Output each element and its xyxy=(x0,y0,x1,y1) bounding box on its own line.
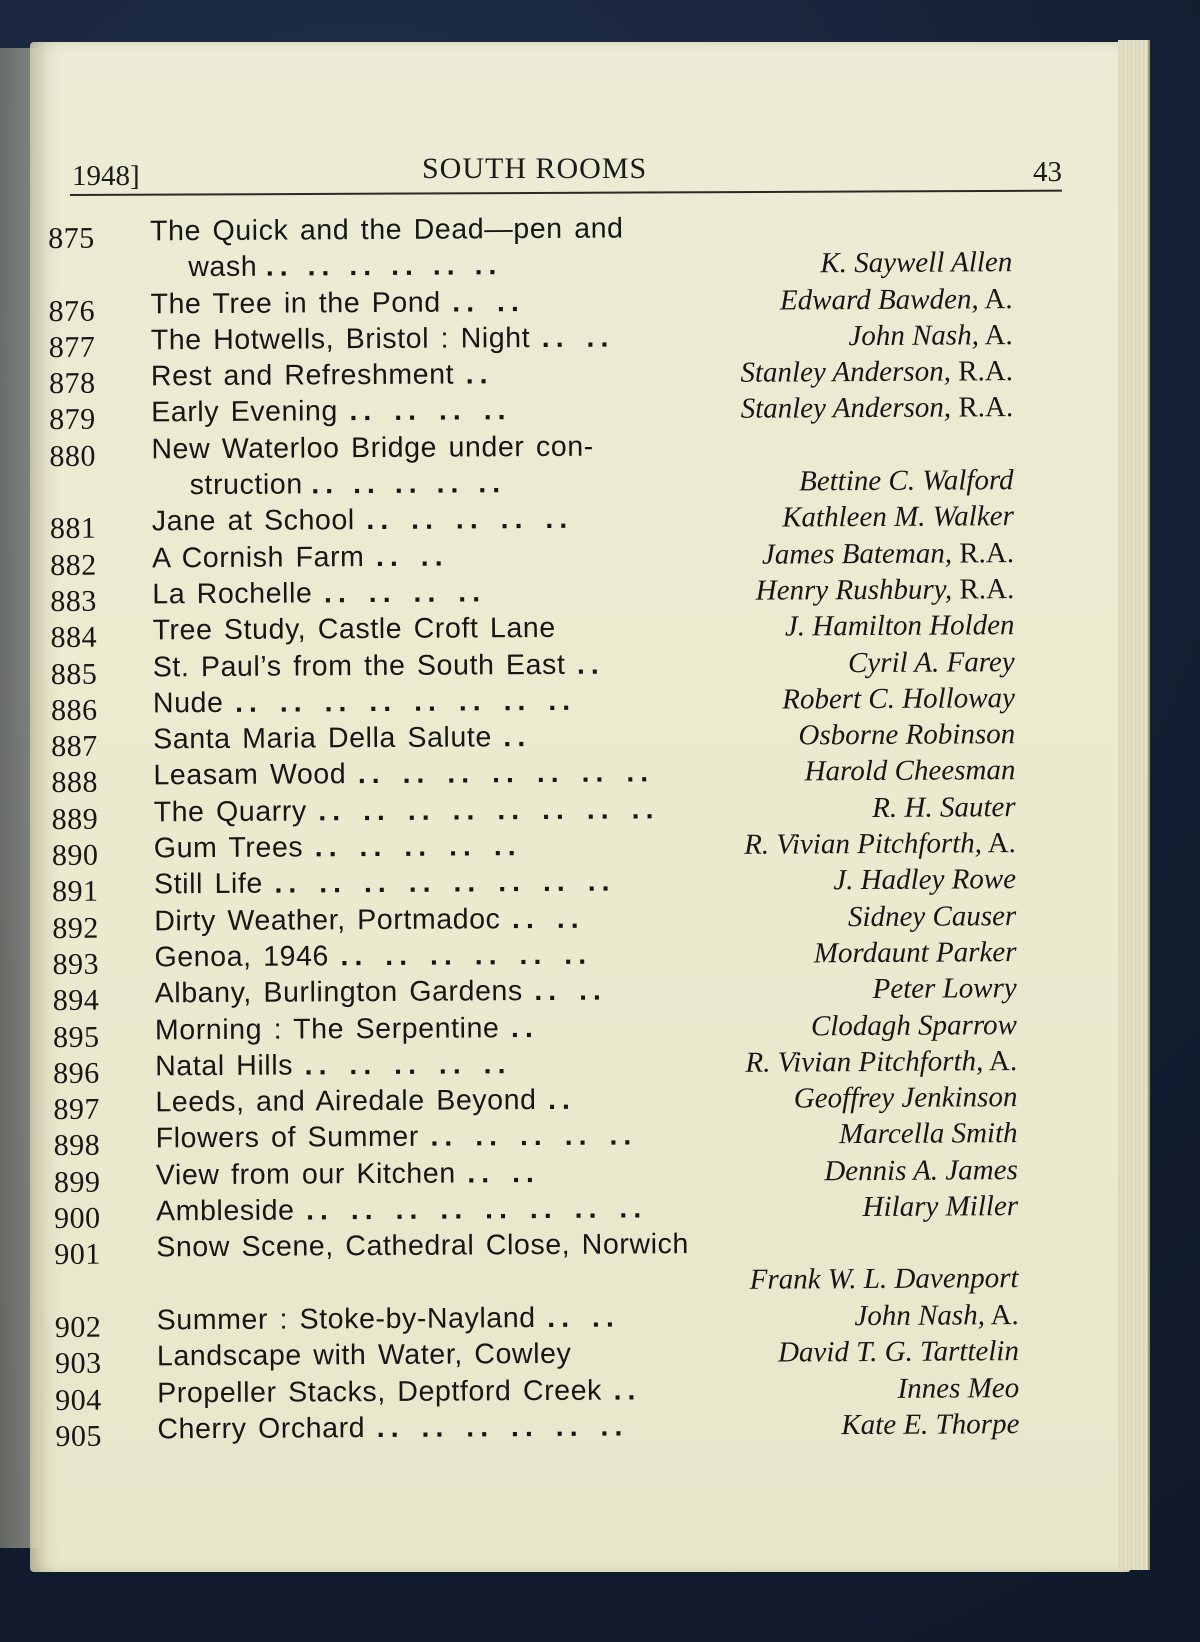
catalogue-entry xyxy=(52,899,1072,945)
entry-number: 891 xyxy=(52,875,99,909)
dot-leader: .. .. xyxy=(511,902,585,935)
entry-title: Propeller Stacks, Deptford Creek .. xyxy=(157,1373,642,1409)
entry-title: A Cornish Farm .. .. xyxy=(151,540,449,575)
dot-leader: .. .. .. .. .. xyxy=(304,1048,512,1082)
entry-artist: J. Hamilton Holden xyxy=(784,609,1015,643)
entry-title: Dirty Weather, Portmadoc .. .. xyxy=(154,902,585,938)
entry-number: 876 xyxy=(48,294,96,328)
entry-title: Albany, Burlington Gardens .. .. xyxy=(154,974,607,1010)
page-number: 43 xyxy=(1033,156,1062,188)
catalogue-entry xyxy=(48,210,1068,289)
entry-number: 894 xyxy=(52,983,100,1018)
entry-title: Summer : Stoke-by-Nayland .. .. xyxy=(156,1301,620,1337)
entry-artist: John Nash, A. xyxy=(848,318,1013,353)
entry-title: The Hotwells, Bristol : Night .. .. xyxy=(150,321,615,357)
dot-leader: .. .. .. .. .. .. xyxy=(376,1410,629,1444)
catalogue-entries xyxy=(48,210,1076,1453)
entry-number: 882 xyxy=(50,548,97,582)
entry-artist: Cyril A. Farey xyxy=(847,645,1015,679)
entry-title: Early Evening .. .. .. .. xyxy=(151,394,512,429)
catalogue-entry xyxy=(53,1081,1073,1127)
dot-leader: .. .. .. .. .. .. .. .. xyxy=(318,793,660,828)
entry-title: St. Paul’s from the South East .. xyxy=(152,648,605,683)
entry-artist: Geoffrey Jenkinson xyxy=(793,1081,1018,1115)
entry-artist: Stanley Anderson, R.A. xyxy=(740,355,1014,389)
entry-artist: Stanley Anderson, R.A. xyxy=(740,391,1014,426)
catalogue-entry xyxy=(51,827,1072,873)
dot-leader: .. .. xyxy=(375,540,449,573)
dot-leader: .. .. .. .. .. .. .. .. xyxy=(274,865,616,900)
artist-honour: R.A. xyxy=(951,391,1014,424)
entry-title: Ambleside .. .. .. .. .. .. .. .. xyxy=(155,1192,648,1228)
entry-number: 898 xyxy=(53,1129,101,1163)
dot-leader: .. .. .. .. xyxy=(323,576,487,610)
entry-number: 880 xyxy=(49,439,97,473)
catalogue-entry xyxy=(53,1045,1073,1088)
entry-number: 878 xyxy=(48,366,96,401)
page-edges xyxy=(1118,40,1150,1570)
artist-honour: A. xyxy=(983,1044,1018,1078)
entry-title: Tree Study, Castle Croft Lane xyxy=(152,612,556,647)
dot-leader: .. xyxy=(510,1011,539,1044)
catalogue-entry xyxy=(50,645,1071,691)
catalogue-entry xyxy=(50,573,1070,616)
dot-leader: .. .. xyxy=(452,285,525,319)
entry-number: 905 xyxy=(55,1419,103,1453)
dot-leader: .. .. .. .. .. .. xyxy=(265,249,503,283)
dot-leader: .. .. xyxy=(541,321,615,354)
entry-artist: Kate E. Thorpe xyxy=(841,1407,1020,1441)
entry-number: 875 xyxy=(48,221,95,255)
entry-number: 885 xyxy=(50,657,98,691)
entry-artist: David T. G. Tarttelin xyxy=(777,1335,1020,1369)
entry-number: 886 xyxy=(50,693,98,727)
catalogue-entry xyxy=(51,718,1071,764)
dot-leader: .. .. .. .. .. .. .. .. xyxy=(234,684,577,719)
dot-leader: .. xyxy=(613,1373,642,1407)
running-head xyxy=(72,148,1062,192)
catalogue-entry xyxy=(54,1190,1074,1233)
entry-title: Natal Hills .. .. .. .. .. xyxy=(155,1048,512,1083)
entry-number: 888 xyxy=(51,766,99,800)
entry-artist: J. Hadley Rowe xyxy=(833,863,1017,897)
catalogue-entry xyxy=(54,1226,1074,1305)
dot-leader: .. xyxy=(576,648,605,681)
entry-artist: Frank W. L. Davenport xyxy=(749,1262,1019,1297)
entry-number: 904 xyxy=(55,1383,102,1417)
dot-leader: .. .. xyxy=(547,1301,620,1334)
entry-title: The Tree in the Pond .. .. xyxy=(150,285,525,320)
entry-number: 900 xyxy=(54,1201,101,1235)
entry-artist: Kathleen M. Walker xyxy=(782,500,1014,534)
entry-artist: R. Vivian Pitchforth, A. xyxy=(744,827,1016,861)
dot-leader: .. .. .. .. .. .. .. .. xyxy=(305,1192,648,1227)
entry-number: 899 xyxy=(53,1165,101,1199)
entry-artist: Osborne Robinson xyxy=(798,718,1016,752)
entry-artist: John Nash, A. xyxy=(854,1298,1019,1333)
entry-title: Gum Trees .. .. .. .. .. xyxy=(153,830,522,865)
artist-honour: A. xyxy=(978,282,1013,315)
entry-title: Landscape with Water, Cowley xyxy=(156,1338,572,1373)
entry-title: View from our Kitchen .. .. xyxy=(155,1156,540,1192)
dot-leader: .. .. xyxy=(534,974,607,1008)
dot-leader: .. xyxy=(547,1083,577,1117)
catalogue-entry xyxy=(53,1117,1074,1163)
entry-artist: Mordaunt Parker xyxy=(813,936,1017,970)
entry-title: Snow Scene, Cathedral Close, Norwich xyxy=(156,1228,689,1264)
artist-honour: R.A. xyxy=(951,536,1015,570)
entry-artist: Marcella Smith xyxy=(838,1117,1018,1151)
catalogue-entry xyxy=(55,1408,1075,1451)
catalogue-entry xyxy=(49,391,1069,437)
entry-title: The Quarry .. .. .. .. .. .. .. .. xyxy=(153,793,660,829)
dot-leader: .. .. .. .. .. .. .. xyxy=(357,756,655,791)
entry-number: 890 xyxy=(51,838,99,873)
entry-artist: Sidney Causer xyxy=(847,899,1017,933)
catalogue-entry xyxy=(55,1299,1075,1342)
entry-title: Genoa, 1946 .. .. .. .. .. .. xyxy=(154,938,593,974)
entry-number: 893 xyxy=(52,947,100,981)
catalogue-entry xyxy=(50,609,1070,655)
entry-title: Flowers of Summer .. .. .. .. .. xyxy=(155,1119,638,1155)
entry-artist: Dennis A. James xyxy=(824,1153,1018,1187)
artist-honour: R.A. xyxy=(952,573,1015,606)
entry-title-continuation: wash .. .. .. .. .. .. xyxy=(188,249,503,284)
entry-number: 903 xyxy=(54,1346,102,1381)
entry-artist: Edward Bawden, A. xyxy=(779,282,1013,317)
entry-number: 887 xyxy=(51,729,98,764)
entry-title: Still Life .. .. .. .. .. .. .. .. xyxy=(153,865,616,901)
dot-leader: .. .. .. .. .. xyxy=(311,466,507,501)
catalogue-entry xyxy=(49,428,1069,507)
dot-leader: .. .. .. .. xyxy=(349,394,512,428)
catalogue-entry xyxy=(51,682,1071,725)
artist-honour: A. xyxy=(978,318,1013,352)
catalogue-entry xyxy=(52,1008,1073,1054)
entry-title: Cherry Orchard .. .. .. .. .. .. xyxy=(157,1410,629,1446)
entry-artist: Peter Lowry xyxy=(872,972,1017,1006)
catalogue-entry xyxy=(49,319,1069,362)
entry-artist: Bettine C. Walford xyxy=(798,463,1014,498)
entry-title: Nude .. .. .. .. .. .. .. .. xyxy=(152,684,577,720)
entry-artist: Robert C. Holloway xyxy=(782,681,1016,716)
catalogue-entry xyxy=(48,355,1069,401)
entry-number: 883 xyxy=(50,584,97,618)
dot-leader: .. .. .. .. .. xyxy=(314,830,522,864)
catalogue-entry xyxy=(50,536,1070,582)
catalogue-entry xyxy=(49,500,1070,546)
entry-artist: Harold Cheesman xyxy=(804,754,1016,788)
dot-leader: .. .. .. .. .. xyxy=(430,1119,638,1154)
entry-artist: Henry Rushbury, R.A. xyxy=(755,573,1015,607)
entry-number: 901 xyxy=(54,1238,101,1272)
section-title: SOUTH ROOMS xyxy=(422,152,648,185)
entry-title: Leasam Wood .. .. .. .. .. .. .. xyxy=(153,756,655,792)
entry-artist: R. Vivian Pitchforth, A. xyxy=(745,1044,1018,1079)
catalogue-entry xyxy=(52,972,1073,1018)
entry-artist: James Bateman, R.A. xyxy=(761,536,1015,571)
entry-title: Santa Maria Della Salute .. xyxy=(153,721,532,756)
catalogue-entry xyxy=(53,1153,1074,1199)
entry-title: Leeds, and Airedale Beyond .. xyxy=(155,1083,577,1119)
catalogue-entry xyxy=(52,936,1072,979)
entry-number: 902 xyxy=(54,1310,102,1344)
entry-artist: R. H. Sauter xyxy=(872,790,1016,824)
entry-artist: K. Saywell Allen xyxy=(820,246,1013,280)
entry-artist: Innes Meo xyxy=(897,1371,1020,1405)
entry-number: 895 xyxy=(52,1020,100,1054)
spine-shadow xyxy=(0,48,40,1548)
entry-title: New Waterloo Bridge under con- xyxy=(151,430,594,466)
artist-honour: R.A. xyxy=(950,355,1014,388)
entry-title: Rest and Refreshment .. xyxy=(150,358,494,393)
entry-number: 879 xyxy=(49,403,96,437)
entry-number: 881 xyxy=(49,512,97,546)
dot-leader: .. .. xyxy=(467,1156,540,1190)
catalogue-entry xyxy=(54,1335,1075,1381)
entry-number: 896 xyxy=(53,1056,100,1090)
dot-leader: .. .. .. .. .. .. xyxy=(340,938,593,973)
catalogue-entry xyxy=(51,754,1071,800)
entry-artist: Hilary Miller xyxy=(862,1190,1019,1224)
catalogue-entry xyxy=(52,863,1072,909)
catalogue-entry xyxy=(52,791,1072,834)
catalogue-entry xyxy=(55,1371,1075,1417)
entry-number: 889 xyxy=(51,802,99,836)
artist-honour: A. xyxy=(984,1298,1019,1332)
entry-number: 877 xyxy=(48,330,96,364)
entry-number: 884 xyxy=(50,620,98,655)
entry-number: 892 xyxy=(52,911,99,945)
entry-title: La Rochelle .. .. .. .. xyxy=(152,576,487,611)
dot-leader: .. xyxy=(503,721,532,754)
entry-number: 897 xyxy=(53,1092,101,1127)
entry-title: Morning : The Serpentine .. xyxy=(154,1011,539,1046)
catalogue-entry xyxy=(48,282,1068,328)
running-head-year: 1948] xyxy=(72,160,140,192)
dot-leader: .. .. .. .. .. xyxy=(366,503,574,537)
entry-title-continuation: struction .. .. .. .. .. xyxy=(189,466,507,501)
entry-title: The Quick and the Dead—pen and xyxy=(149,212,624,248)
entry-title: Jane at School .. .. .. .. .. xyxy=(151,503,574,538)
entry-artist: Clodagh Sparrow xyxy=(810,1008,1018,1042)
artist-honour: A. xyxy=(981,827,1016,860)
dot-leader: .. xyxy=(465,358,494,391)
